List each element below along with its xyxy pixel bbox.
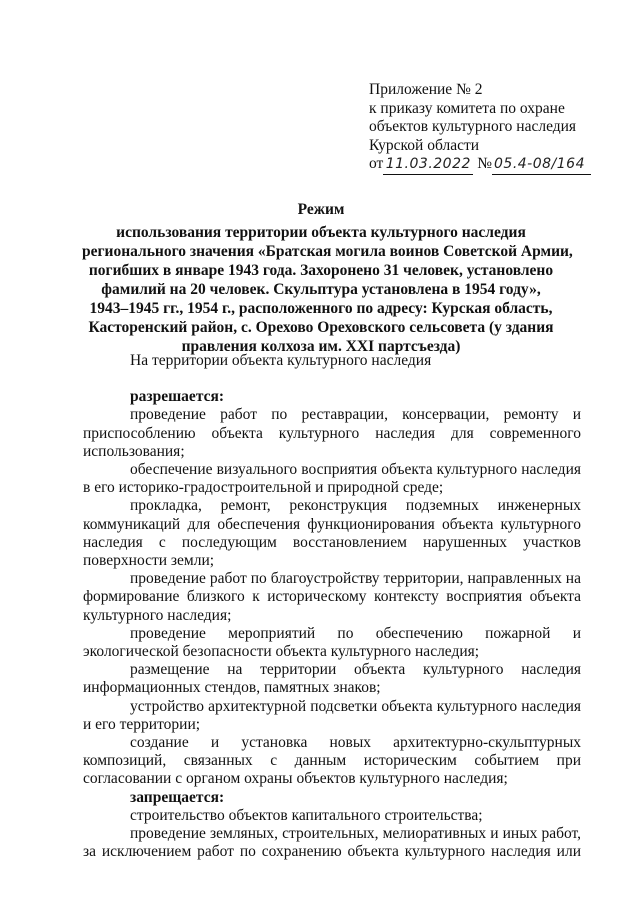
allowed-item: размещение на территории объекта культурного наследия информационных стендов, памятных знаков; xyxy=(83,661,581,697)
allowed-item: создание и установка новых архитектурно-скульптурных композиций, связанных с данным историческим событием при согласовании с органом охраны объектов культурного наследия; xyxy=(83,734,581,788)
title-line: погибших в январе 1943 года. Захоронено 31 человек, установлено xyxy=(88,262,554,279)
title-line: 1943–1945 гг., 1954 г., расположенного по адресу: Курская область, xyxy=(89,300,553,317)
handwritten-date: 11.03.2022 xyxy=(383,155,473,175)
intro-paragraph: На территории объекта культурного наследия xyxy=(130,352,432,369)
allowed-item: обеспечение визуального восприятия объекта культурного наследия в его историко-градостроительной и природной среде; xyxy=(83,461,581,497)
appendix-line-2: к приказу комитета по охране xyxy=(369,99,565,117)
appendix-line-1: Приложение № 2 xyxy=(369,81,483,98)
title-line: регионального значения «Братская могила воинов Советской Армии, xyxy=(82,243,573,260)
document-title xyxy=(82,200,573,356)
allowed-label: разрешается: xyxy=(130,388,225,406)
number-prefix: № xyxy=(477,155,492,172)
allowed-item: проведение работ по реставрации, консервации, ремонту и приспособлению объекта культурного наследия для современного использования; xyxy=(83,406,581,460)
title-heading: Режим xyxy=(297,201,345,218)
forbidden-item: проведение земляных, строительных, мелиоративных и иных работ, за исключением работ по сохранению объекта культурного наследия или xyxy=(83,825,581,861)
allowed-item: прокладка, ремонт, реконструкция подземных инженерных коммуникаций для обеспечения функционирования объекта культурного наследия с последующим восстановлением нарушенных участков поверхности земли; xyxy=(83,497,581,570)
allowed-item: устройство архитектурной подсветки объекта культурного наследия и его территории; xyxy=(83,697,581,733)
document-body xyxy=(83,352,581,861)
appendix-line-3: объектов культурного наследия xyxy=(369,118,577,135)
allowed-item: проведение мероприятий по обеспечению пожарной и экологической безопасности объекта культурного наследия; xyxy=(83,624,581,661)
title-line: использования территории объекта культурного наследия xyxy=(116,224,526,241)
title-line: правления колхоза им. XXI партсъезда) xyxy=(181,338,461,355)
appendix-line-4: Курской области xyxy=(369,136,480,154)
title-line: фамилий на 20 человек. Скульптура установлена в 1954 году», xyxy=(101,281,541,298)
forbidden-item: строительство объектов капитального строительства; xyxy=(130,806,483,824)
title-line: Касторенский район, с. Орехово Ореховского сельсовета (у здания xyxy=(88,319,554,336)
appendix-header xyxy=(369,81,619,175)
forbidden-label: запрещается: xyxy=(130,788,225,806)
date-prefix: от xyxy=(369,155,384,172)
order-date-number-line xyxy=(369,155,619,175)
handwritten-order-number: 05.4-08/164 xyxy=(492,155,591,175)
allowed-item: проведение работ по благоустройству территории, направленных на формирование близкого к историческому контексту восприятия объекта культурного наследия; xyxy=(83,570,581,624)
